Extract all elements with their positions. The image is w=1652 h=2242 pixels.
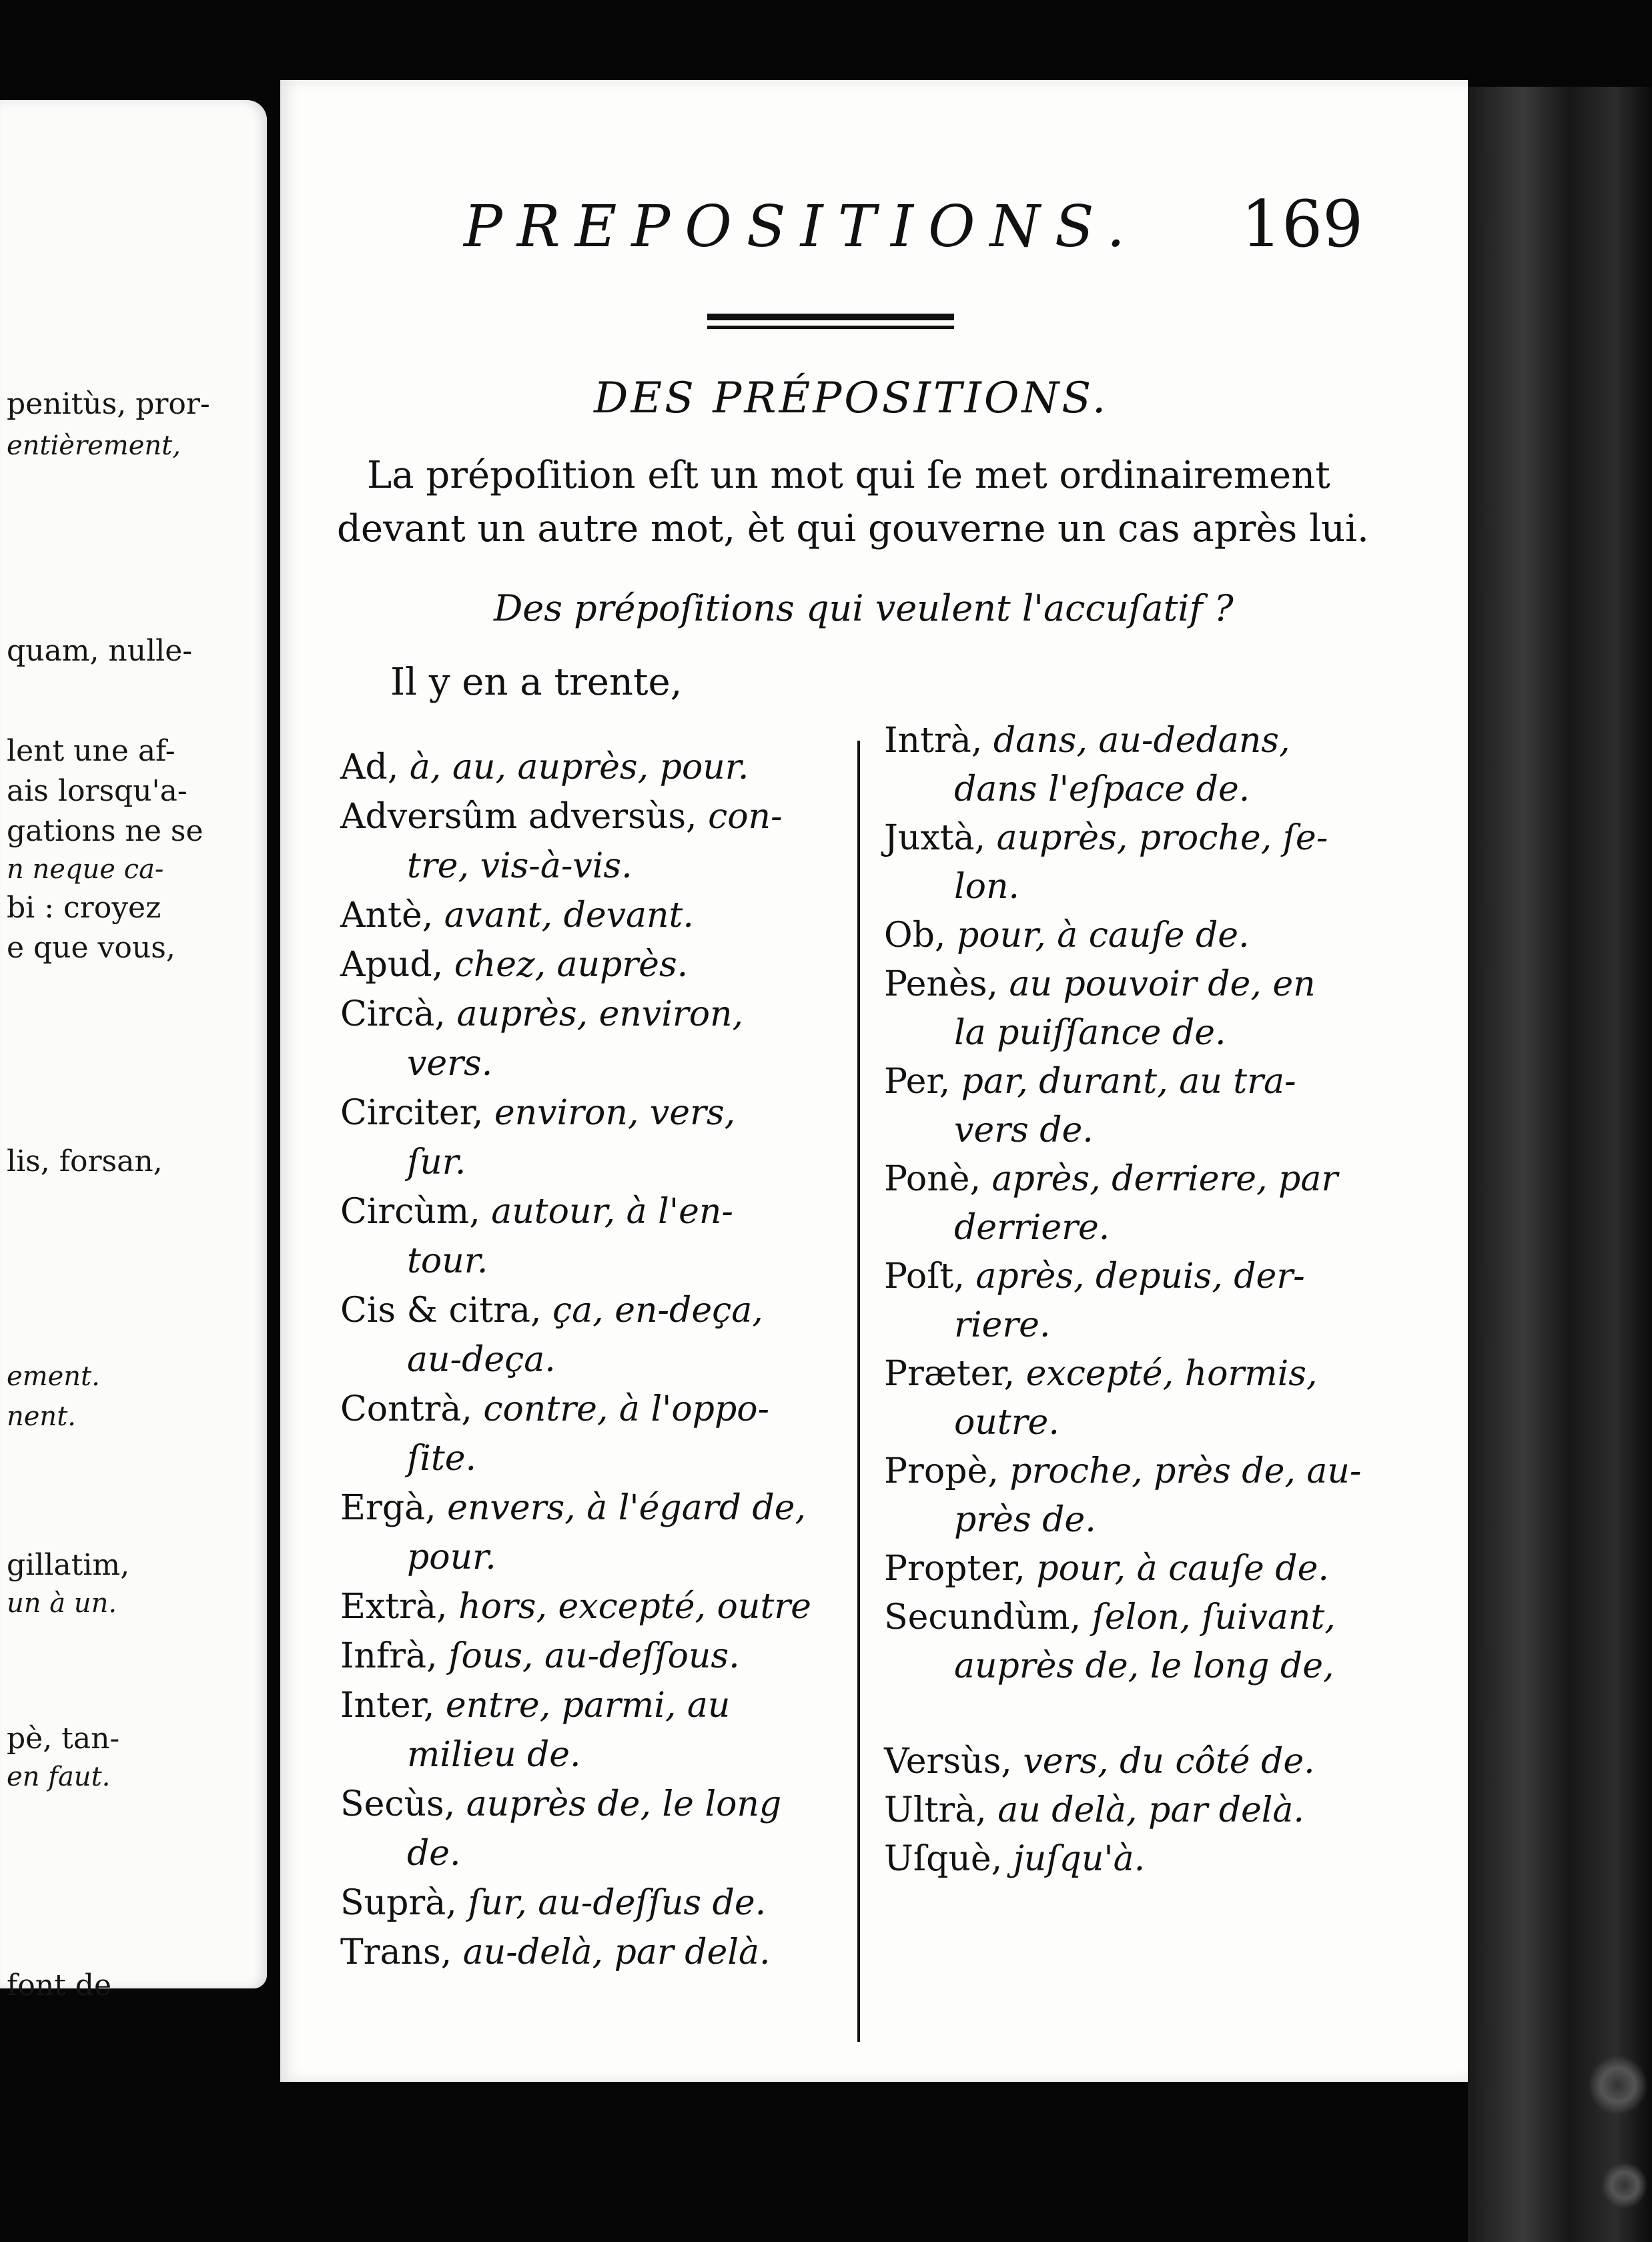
- preposition-entry: [884, 1159, 1338, 1199]
- preposition-entry: [340, 1587, 811, 1627]
- left-page-text: bi : croyez: [7, 891, 161, 925]
- latin-preposition: Secùs,: [340, 1784, 466, 1824]
- intro-text-line-1: La prépoſition eſt un mot qui ſe met ordinairement: [367, 454, 1330, 497]
- left-page-text: un à un.: [7, 1588, 117, 1619]
- french-meaning: riere.: [954, 1305, 1051, 1345]
- entry-continuation: [954, 1500, 1096, 1540]
- latin-preposition: Ob,: [884, 915, 957, 956]
- latin-preposition: Cis & citra,: [340, 1290, 553, 1331]
- entry-continuation: [407, 1142, 466, 1182]
- french-meaning: entre, parmi, au: [445, 1686, 731, 1726]
- latin-preposition: Penès,: [884, 964, 1009, 1004]
- latin-preposition: Infrà,: [340, 1636, 449, 1676]
- preposition-entry: [884, 1839, 1145, 1879]
- french-meaning: excepté, hormis,: [1025, 1354, 1318, 1394]
- latin-preposition: Ergà,: [340, 1488, 448, 1528]
- double-rule-bottom: [707, 326, 954, 329]
- book-edge: [1468, 87, 1652, 2242]
- latin-preposition: Ultrà,: [884, 1790, 998, 1830]
- section-title: DES PRÉPOSITIONS.: [594, 374, 1109, 423]
- book-page: [280, 80, 1468, 2082]
- preposition-entry: [884, 1790, 1304, 1830]
- latin-preposition: Propè,: [884, 1451, 1010, 1491]
- french-meaning: ſous, au-deſſous.: [448, 1636, 740, 1676]
- french-meaning: au delà, par delà.: [997, 1790, 1304, 1830]
- french-meaning: ſur, au-deſſus de.: [468, 1883, 767, 1923]
- preposition-entry: [340, 1784, 781, 1824]
- latin-preposition: Adversûm adversùs,: [340, 797, 709, 837]
- count-line: Il y en a trente,: [390, 661, 683, 704]
- preposition-entry: [340, 945, 688, 985]
- left-page-text: ement.: [7, 1361, 100, 1392]
- preposition-entry: [884, 1597, 1336, 1637]
- running-title: PREPOSITIONS.: [464, 194, 1140, 260]
- french-meaning: pour.: [407, 1537, 496, 1577]
- preposition-entry: [340, 797, 783, 837]
- double-rule-top: [707, 314, 954, 320]
- latin-preposition: Contrà,: [340, 1389, 484, 1429]
- preposition-entry: [340, 994, 743, 1034]
- french-meaning: proche, près de, au-: [1009, 1451, 1362, 1491]
- french-meaning: ſur.: [407, 1142, 466, 1182]
- french-meaning: juſqu'à.: [1013, 1839, 1146, 1879]
- left-page-text: entièrement,: [7, 430, 181, 461]
- latin-preposition: Antè,: [340, 895, 444, 936]
- latin-preposition: Circà,: [340, 994, 457, 1034]
- preposition-entry: [340, 1636, 740, 1676]
- latin-preposition: Ad,: [340, 747, 410, 787]
- preposition-entry: [340, 1290, 763, 1331]
- french-meaning: par, durant, au tra-: [961, 1062, 1296, 1102]
- french-meaning: auprès de, le long: [466, 1784, 782, 1824]
- question-heading: Des prépoſitions qui veulent l'accuſatif ?: [494, 587, 1234, 629]
- latin-preposition: Versùs,: [884, 1742, 1023, 1782]
- preposition-entry: [884, 964, 1316, 1004]
- page-number: 169: [1241, 187, 1364, 262]
- entry-continuation: [407, 1439, 476, 1479]
- latin-preposition: Circùm,: [340, 1192, 492, 1232]
- ink-blot: [1588, 2055, 1648, 2115]
- preposition-entry: [884, 1062, 1296, 1102]
- preposition-entry: [884, 1256, 1305, 1296]
- left-page-text: nent.: [7, 1401, 76, 1432]
- french-meaning: outre.: [954, 1403, 1060, 1443]
- french-meaning: la puiſſance de.: [954, 1013, 1226, 1053]
- french-meaning: avant, devant.: [444, 895, 694, 936]
- ink-blot: [1601, 2162, 1648, 2209]
- left-page-text: gillatim,: [7, 1548, 130, 1582]
- latin-preposition: Per,: [884, 1062, 961, 1102]
- entry-continuation: [407, 1834, 461, 1874]
- left-page-text: pè, tan-: [7, 1722, 120, 1756]
- left-page-text: lent une af-: [7, 734, 175, 768]
- preposition-entry: [340, 1686, 730, 1726]
- entry-continuation: [954, 1646, 1334, 1686]
- preposition-entry: [340, 1488, 806, 1528]
- preposition-entry: [340, 747, 749, 787]
- french-meaning: lon.: [954, 867, 1019, 907]
- french-meaning: tre, vis-à-vis.: [407, 846, 633, 886]
- latin-preposition: Poſt,: [884, 1256, 976, 1296]
- left-page-text: en faut.: [7, 1762, 111, 1792]
- french-meaning: vers.: [407, 1044, 493, 1084]
- french-meaning: contre, à l'oppo-: [483, 1389, 770, 1429]
- french-meaning: envers, à l'égard de,: [447, 1488, 806, 1528]
- latin-preposition: Apud,: [340, 945, 454, 985]
- entry-continuation: [954, 1208, 1110, 1248]
- latin-preposition: Uſquè,: [884, 1839, 1013, 1879]
- entry-continuation: [954, 1110, 1094, 1150]
- entry-continuation: [407, 1735, 581, 1775]
- preposition-entry: [884, 1549, 1329, 1589]
- french-meaning: ça, en-deça,: [552, 1290, 763, 1331]
- french-meaning: milieu de.: [407, 1735, 581, 1775]
- entry-continuation: [407, 1340, 556, 1380]
- left-page-text: ais lorsqu'a-: [7, 774, 187, 808]
- french-meaning: au-delà, par delà.: [462, 1932, 771, 1972]
- latin-preposition: Circiter,: [340, 1093, 494, 1133]
- french-meaning: au-deça.: [407, 1340, 556, 1380]
- latin-preposition: Juxtà,: [884, 818, 997, 858]
- preposition-entry: [340, 1093, 735, 1133]
- latin-preposition: Ponè,: [884, 1159, 992, 1199]
- french-meaning: hors, excepté, outre: [458, 1587, 811, 1627]
- french-meaning: après, depuis, der-: [975, 1256, 1305, 1296]
- preposition-entry: [884, 1742, 1315, 1782]
- preposition-entry: [340, 1932, 771, 1972]
- left-page-text: lis, forsan,: [7, 1144, 163, 1178]
- left-page-text: gations ne se: [7, 814, 203, 848]
- preposition-entry: [884, 721, 1290, 761]
- entry-continuation: [954, 769, 1250, 809]
- french-meaning: au pouvoir de, en: [1009, 964, 1316, 1004]
- french-meaning: vers, du côté de.: [1023, 1742, 1315, 1782]
- preposition-entry: [340, 895, 694, 936]
- french-meaning: auprès, environ,: [456, 994, 744, 1034]
- left-page-text: n neque ca-: [7, 854, 164, 885]
- french-meaning: ſelon, ſuivant,: [1092, 1597, 1336, 1637]
- latin-preposition: Præter,: [884, 1354, 1026, 1394]
- left-page-text: penitùs, pror-: [7, 387, 210, 421]
- preposition-entry: [884, 818, 1328, 858]
- latin-preposition: Extrà,: [340, 1587, 459, 1627]
- french-meaning: tour.: [407, 1241, 488, 1281]
- entry-continuation: [407, 1241, 488, 1281]
- preposition-entry: [340, 1192, 733, 1232]
- entry-continuation: [954, 1305, 1050, 1345]
- french-meaning: pour, à cauſe de.: [956, 915, 1250, 956]
- french-meaning: après, derriere, par: [991, 1159, 1338, 1199]
- french-meaning: dans l'eſpace de.: [954, 769, 1250, 809]
- preposition-entry: [884, 1354, 1317, 1394]
- preposition-entry: [340, 1883, 766, 1923]
- latin-preposition: Suprà,: [340, 1883, 468, 1923]
- entry-continuation: [407, 846, 633, 886]
- preposition-entry: [884, 1451, 1362, 1491]
- french-meaning: derriere.: [954, 1208, 1110, 1248]
- french-meaning: auprès, proche, ſe-: [996, 818, 1328, 858]
- french-meaning: près de.: [954, 1500, 1096, 1540]
- french-meaning: chez, auprès.: [454, 945, 689, 985]
- latin-preposition: Intrà,: [884, 721, 993, 761]
- french-meaning: dans, au-dedans,: [993, 721, 1290, 761]
- french-meaning: con-: [708, 797, 783, 837]
- entry-continuation: [954, 867, 1019, 907]
- french-meaning: à, au, auprès, pour.: [409, 747, 749, 787]
- left-page-text: quam, nulle-: [7, 634, 193, 668]
- french-meaning: auprès de, le long de,: [954, 1646, 1334, 1686]
- left-page-text: e que vous,: [7, 931, 175, 965]
- french-meaning: autour, à l'en-: [491, 1192, 733, 1232]
- left-page-text: font de: [7, 1968, 111, 2002]
- intro-text-line-2: devant un autre mot, èt qui gouverne un cas après lui.: [337, 507, 1369, 550]
- entry-continuation: [954, 1403, 1060, 1443]
- latin-preposition: Secundùm,: [884, 1597, 1092, 1637]
- latin-preposition: Inter,: [340, 1686, 446, 1726]
- french-meaning: de.: [407, 1834, 461, 1874]
- french-meaning: pour, à cauſe de.: [1036, 1549, 1329, 1589]
- latin-preposition: Propter,: [884, 1549, 1037, 1589]
- column-divider: [857, 741, 860, 2042]
- preposition-entry: [340, 1389, 769, 1429]
- french-meaning: ſite.: [407, 1439, 477, 1479]
- latin-preposition: Trans,: [340, 1932, 463, 1972]
- preposition-entry: [884, 915, 1250, 956]
- previous-page-fragment: [0, 100, 267, 2002]
- entry-continuation: [407, 1044, 492, 1084]
- entry-continuation: [954, 1013, 1226, 1053]
- french-meaning: environ, vers,: [494, 1093, 736, 1133]
- entry-continuation: [407, 1537, 496, 1577]
- french-meaning: vers de.: [954, 1110, 1094, 1150]
